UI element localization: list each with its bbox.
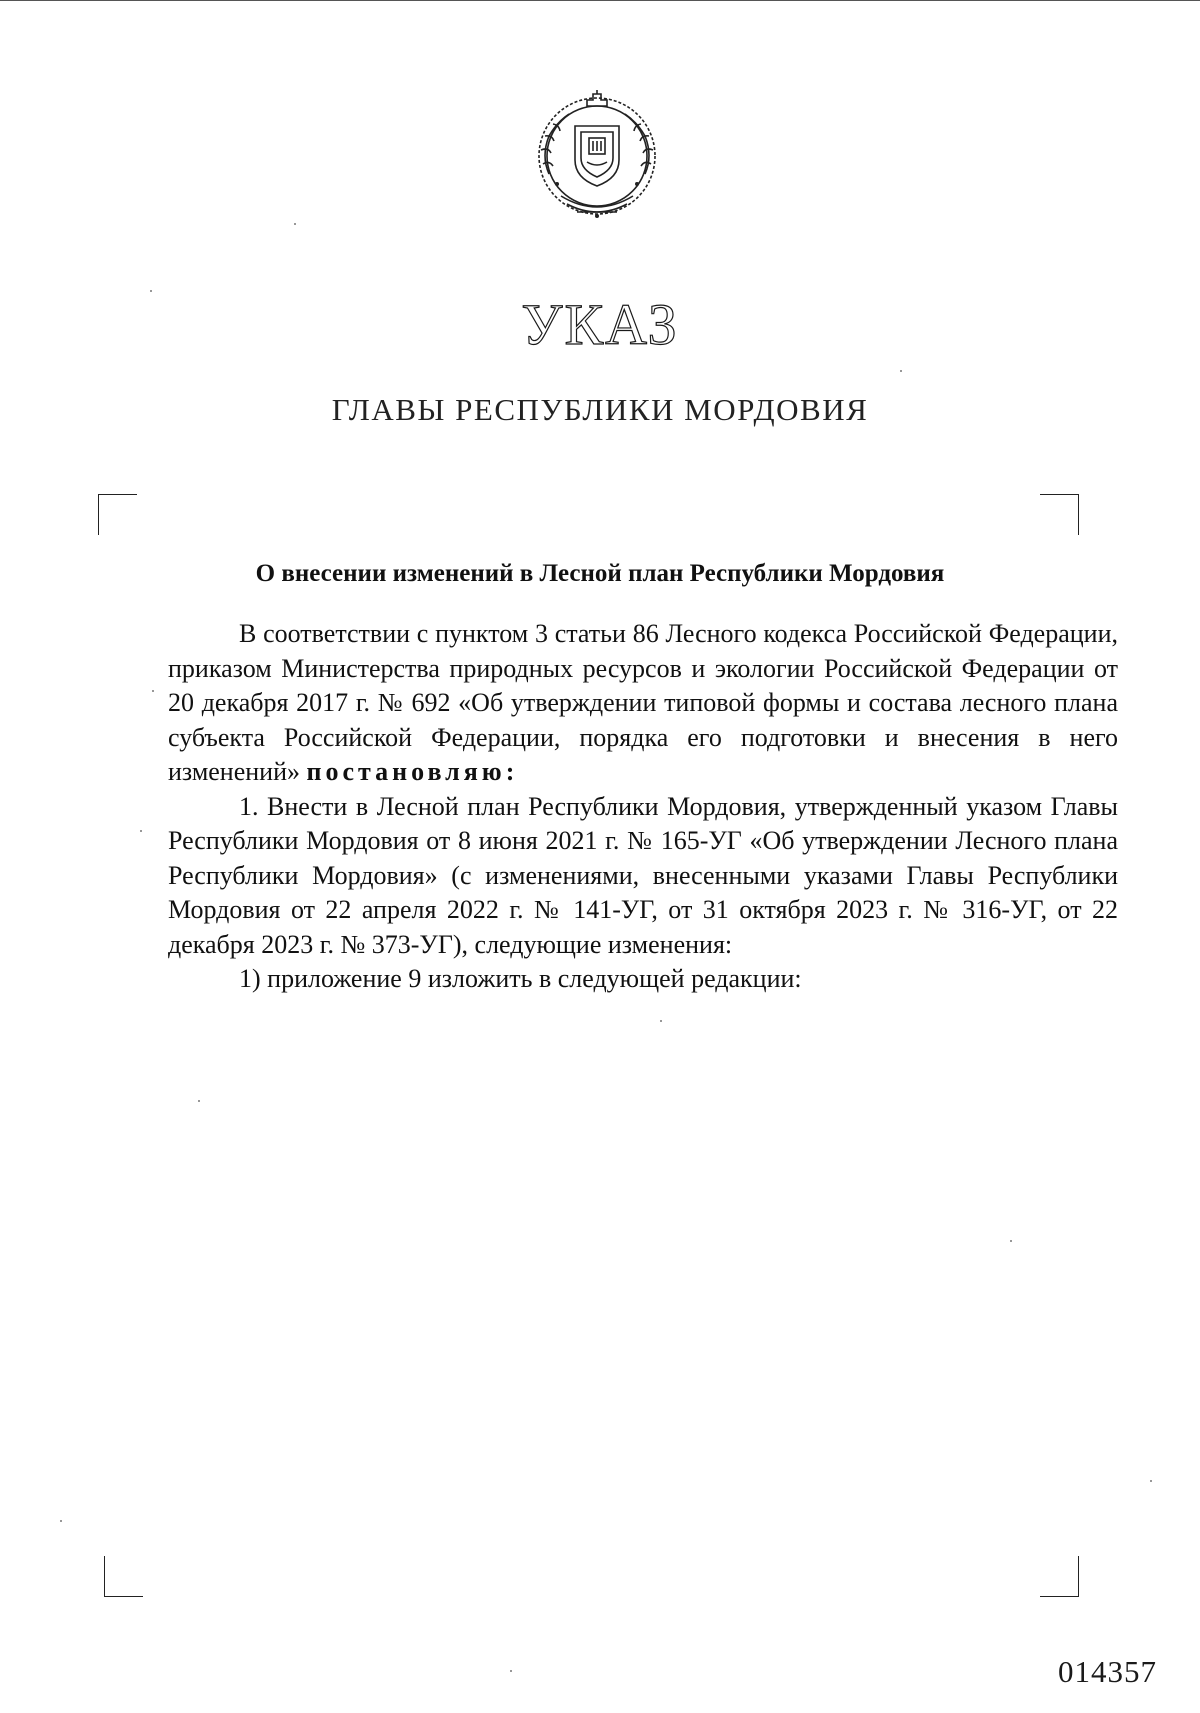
resolution-word: постановляю [306,757,506,786]
scan-speck [1010,1240,1012,1242]
scan-speck [150,290,152,292]
document-serial-number: 014357 [1058,1654,1157,1689]
resolution-colon: : [505,757,515,786]
scan-speck [140,830,142,832]
scan-speck [510,1670,512,1672]
corner-mark-top-left [98,494,137,535]
scan-speck [1150,1480,1152,1482]
preamble-text: В соответствии с пунктом 3 статьи 86 Лесного кодекса Российской Федерации, приказом Министерства природных ресурсов и экологии Российской Федерации от 20 декабря 2017 г. № 692 «Об утверждении типовой формы и состава лесного плана субъекта Российской Федерации, порядка его подготовки и внесения в него изменений» [168,619,1118,786]
corner-mark-bottom-left [104,1556,143,1597]
scan-speck [294,223,296,225]
scan-speck [660,1020,662,1022]
paragraph-preamble [168,617,1118,790]
corner-mark-bottom-right [1040,1556,1079,1597]
scan-speck [198,1100,200,1102]
paragraph-subitem-1: 1) приложение 9 изложить в следующей редакции: [239,964,802,993]
document-body [168,617,1118,997]
paragraph-item-1: 1. Внести в Лесной план Республики Мордовия, утвержденный указом Главы Республики Мордовия от 8 июня 2021 г. № 165-УГ «Об утверждении Лесного плана Республики Мордовия» (с изменениями, внесенными указами Главы Республики Мордовия от 22 апреля 2022 г. № 141-УГ, от 31 октября 2023 г. № 316-УГ, от 22 декабря 2023 г. № 373-УГ), следующие изменения: [168,791,1118,959]
corner-mark-top-right [1040,494,1079,535]
scan-speck [152,690,154,692]
title-text: УКАЗ [521,292,679,357]
scan-speck [900,370,902,372]
issuer-subtitle: ГЛАВЫ РЕСПУБЛИКИ МОРДОВИЯ [331,392,869,427]
document-heading: О внесении изменений в Лесной план Республики Мордовия [255,560,945,587]
coat-of-arms-icon [527,84,667,224]
page-top-edge [0,0,1200,1]
scan-speck [60,1520,62,1522]
document-type-title [0,290,1200,360]
